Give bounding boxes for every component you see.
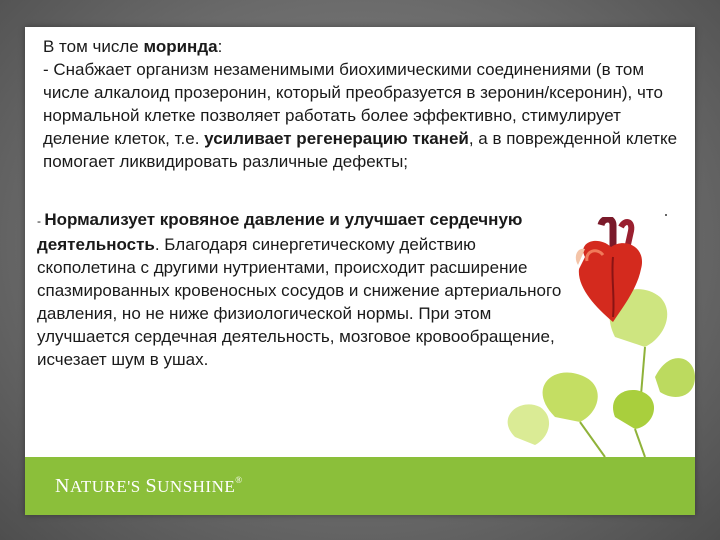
intro-text: В том числе (43, 37, 144, 56)
stray-dot (665, 214, 667, 216)
intro-bold: моринда (143, 37, 218, 56)
heart-icon (573, 217, 648, 327)
slide (25, 27, 695, 515)
paragraph1-end: , а в поврежденной клетке помогает ликвидировать различные дефекты; (43, 129, 678, 171)
footer-bar (25, 457, 695, 515)
intro-colon: : (217, 37, 223, 56)
paragraph-morinda (43, 35, 683, 173)
paragraph-pressure (37, 208, 567, 371)
paragraph2-rest: . Благодаря синергетическому действию скополетина с другими нутриентами, происходит расширение спазмированных кровеносных сосудов и снижение артериального давления, но не ниже физиологической нормы. При этом улучшается сердечная деятельность, мозговое кровообращение, исчезает шум в ушах. (37, 235, 562, 369)
paragraph1-start: - Снабжает организм незаменимыми биохимическими соединениями (в том числе алкалоид прозеронин, который преобразуется в зеронин/ксеронин), что нормальной клетке позволяет работать более эффективно, стимулирует деление клеток, т.е. (43, 60, 663, 148)
natures-sunshine-logo: NATURE'S SUNSHINE® (55, 475, 243, 497)
paragraph2-bold: Нормализует кровяное давление и улучшает сердечную деятельность (37, 210, 523, 254)
paragraph1-bold: усиливает регенерацию тканей (204, 129, 469, 148)
paragraph2-dash: - (37, 214, 45, 228)
